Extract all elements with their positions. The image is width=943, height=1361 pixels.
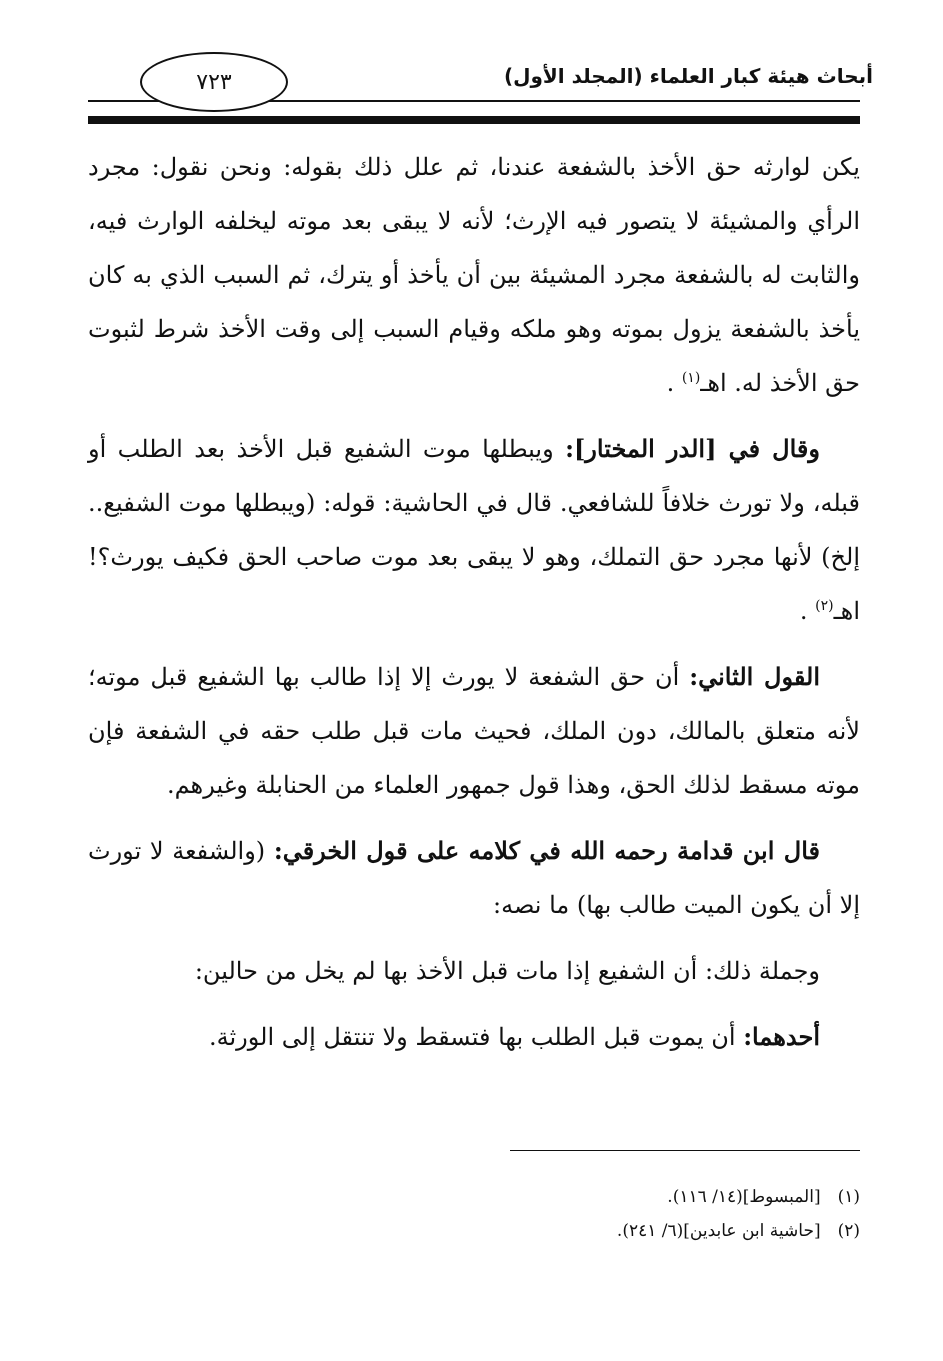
footnote-2 <box>88 1214 860 1248</box>
running-header-title: أبحاث هيئة كبار العلماء (المجلد الأول) <box>503 64 873 88</box>
page-number-oval <box>140 52 288 112</box>
paragraph-6 <box>88 1010 860 1064</box>
footnote-1 <box>88 1180 860 1214</box>
paragraph-5-text: وجملة ذلك: أن الشفيع إذا مات قبل الأخذ بها لم يخل من حالين: <box>194 957 820 985</box>
paragraph-6-text: أن يموت قبل الطلب بها فتسقط ولا تنتقل إلى الورثة. <box>208 1023 736 1051</box>
footnote-1-number: (١) <box>837 1187 860 1207</box>
paragraph-5 <box>88 944 860 998</box>
paragraph-4-text: (والشفعة لا تورث إلا أن يكون الميت طالب بها) ما نصه: <box>88 837 860 919</box>
paragraph-2-lead: وقال في [الدر المختار]: <box>565 434 820 463</box>
paragraph-4 <box>88 824 860 932</box>
paragraph-1-text: يكن لوارثه حق الأخذ بالشفعة عندنا، ثم علل ذلك بقوله: ونحن نقول: مجرد الرأي والمشيئة لا يتصور فيه الإرث؛ لأنه لا يبقى بعد موته ليخلفه الوارث فيه، والثابت له بالشفعة مجرد المشيئة بين أن يأخذ أو يترك، ثم السبب الذي به كان يأخذ بالشفعة يزول بموته وهو ملكه وقيام السبب إلى وقت الأخذ شرط لثبوت حق الأخذ له. اهـ <box>88 153 861 397</box>
paragraph-3-text: أن حق الشفعة لا يورث إلا إذا طالب بها الشفيع قبل موته؛ لأنه متعلق بالمالك، دون الملك، فحيث مات قبل طلب حقه في الشفعة فإن موته مسقط لذلك الحق، وهذا قول جمهور العلماء من الحنابلة وغيرهم. <box>88 663 860 799</box>
footnote-ref-2: (٢) <box>815 598 834 614</box>
footnote-ref-1: (١) <box>681 370 701 386</box>
paragraph-4-lead: قال ابن قدامة رحمه الله في كلامه على قول الخرقي: <box>273 836 820 865</box>
paragraph-3-lead: القول الثاني: <box>689 662 820 691</box>
paragraph-2-text: ويبطلها موت الشفيع قبل الأخذ بعد الطلب أو قبله، ولا تورث خلافاً للشافعي. قال في الحاشية: قوله: (ويبطلها موت الشفيع.. إلخ) لأنها مجرد حق التملك، وهو لا يبقى بعد موت صاحب الحق فكيف يورث؟! اهـ <box>88 435 861 625</box>
footnote-separator <box>510 1150 860 1151</box>
header-thick-rule <box>88 116 860 124</box>
footnote-1-text: [المبسوط](١٤/ ١١٦). <box>667 1187 821 1207</box>
paragraph-3 <box>88 650 860 812</box>
footnote-2-text: [حاشية ابن عابدين](٦/ ٢٤١). <box>616 1221 821 1241</box>
footnotes <box>88 1180 860 1248</box>
paragraph-1: يكن لوارثه حق الأخذ بالشفعة عندنا، ثم علل ذلك بقوله: ونحن نقول: مجرد الرأي والمشيئة لا يتصور فيه الإرث؛ لأنه لا يبقى بعد موته ليخلفه الوارث فيه، والثابت له بالشفعة مجرد المشيئة بين أن يأخذ أو يترك، ثم السبب الذي به كان يأخذ بالشفعة يزول بموته وهو ملكه وقيام السبب إلى وقت الأخذ شرط لثبوت حق الأخذ له. اهـ$^{(١)}$ . <box>88 153 861 397</box>
paragraph-6-lead: أحدهما: <box>743 1022 820 1051</box>
main-text <box>88 140 860 1076</box>
footnote-2-number: (٢) <box>837 1221 860 1241</box>
page-number: ٧٢٣ <box>196 69 232 95</box>
paragraph-2: وقال في [الدر المختار]: ويبطلها موت الشفيع قبل الأخذ بعد الطلب أو قبله، ولا تورث خلافاً للشافعي. قال في الحاشية: قوله: (ويبطلها موت الشفيع.. إلخ) لأنها مجرد حق التملك، وهو لا يبقى بعد موت صاحب الحق فكيف يورث؟! اهـ$^{(٢)}$ . <box>88 434 861 625</box>
